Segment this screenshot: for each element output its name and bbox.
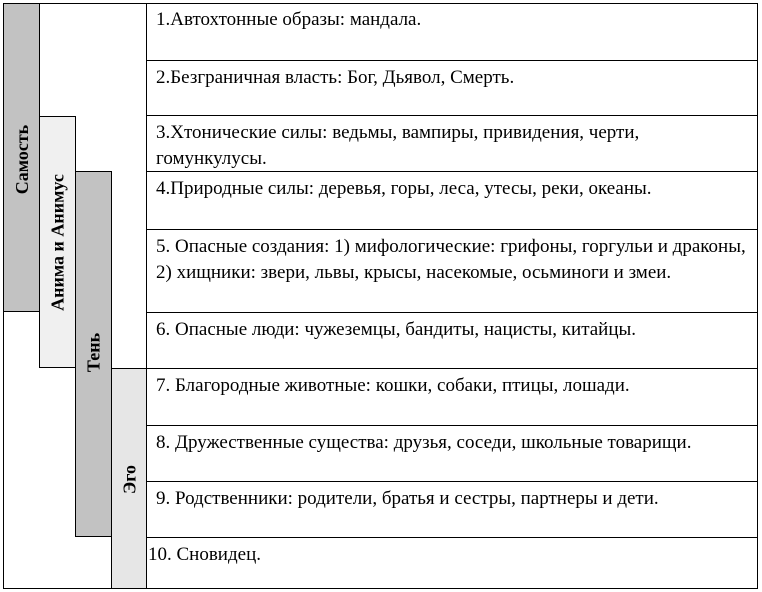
ego-label: Эго [119,465,140,494]
list-item-7 [146,368,758,426]
item-text-6: 6. Опасные люди: чужеземцы, бандиты, нацисты, китайцы. [156,319,637,340]
list-item-1 [146,3,758,61]
item-text-3: 3.Хтонические силы: ведьмы, вампиры, привидения, черти, гомункулусы. [156,122,640,169]
list-item-9 [146,481,758,538]
list-item-6 [146,312,758,369]
item-text-10: 10. Сновидец. [148,544,261,565]
list-item-10 [146,537,758,589]
list-item-3 [146,115,758,172]
item-text-1: 1.Автохтонные образы: мандала. [156,9,422,30]
list-item-2 [146,60,758,116]
item-text-2: 2.Безграничная власть: Бог, Дьявол, Смерть. [156,67,515,88]
shadow-bar [75,171,112,537]
item-text-5: 5. Опасные создания: 1) мифологические: грифоны, горгульи и драконы, 2) хищники: звери, львы, крысы, насекомые, осьминоги и змеи. [156,236,746,283]
item-text-9: 9. Родственники: родители, братья и сестры, партнеры и дети. [156,488,659,509]
anima-bar [39,116,76,368]
item-text-8: 8. Дружественные существа: друзья, соседи, школьные товарищи. [156,432,692,453]
self-bar [3,3,40,312]
list-item-4 [146,171,758,230]
list-item-5 [146,229,758,313]
anima-label: Анима и Анимус [47,174,68,311]
list-item-8 [146,425,758,482]
item-text-7: 7. Благородные животные: кошки, собаки, птицы, лошади. [156,375,630,396]
self-label: Самость [12,124,32,195]
item-text-4: 4.Природные силы: деревья, горы, леса, утесы, реки, океаны. [156,178,652,199]
ego-bar [111,368,147,589]
shadow-label: Тень [83,332,104,373]
